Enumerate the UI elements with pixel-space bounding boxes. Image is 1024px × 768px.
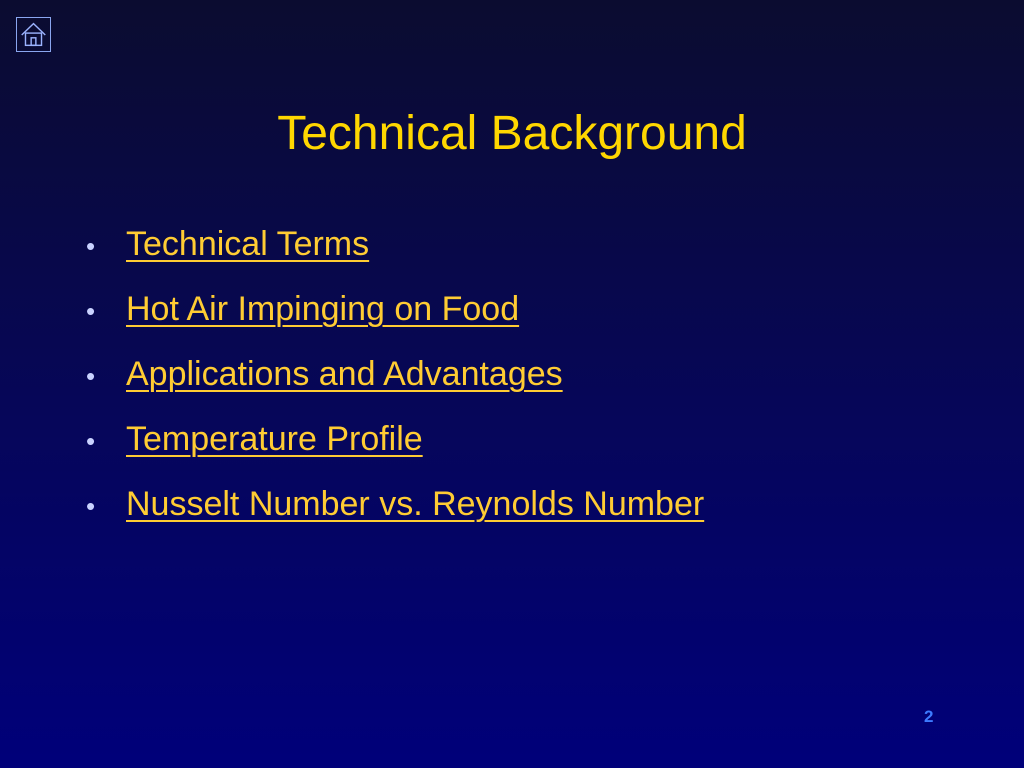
link-hot-air-impinging[interactable]: Hot Air Impinging on Food — [126, 290, 520, 328]
home-icon — [17, 18, 50, 51]
link-technical-terms[interactable]: Technical Terms — [126, 225, 370, 263]
link-temperature-profile[interactable]: Temperature Profile — [126, 420, 423, 458]
list-item — [86, 420, 704, 485]
list-item — [86, 225, 704, 290]
page-number: 2 — [924, 707, 934, 726]
bullet-icon: • — [86, 361, 96, 391]
list-item — [86, 355, 704, 420]
list-item — [86, 485, 704, 550]
bullet-icon: • — [86, 296, 96, 326]
list-item — [86, 290, 704, 355]
link-applications-advantages[interactable]: Applications and Advantages — [126, 355, 563, 393]
slide-title: Technical Background — [277, 107, 747, 160]
home-button[interactable] — [16, 17, 51, 52]
bullet-list — [86, 225, 704, 550]
bullet-icon: • — [86, 491, 96, 521]
bullet-icon: • — [86, 426, 96, 456]
link-nusselt-vs-reynolds[interactable]: Nusselt Number vs. Reynolds Number — [126, 485, 705, 523]
bullet-icon: • — [86, 231, 96, 261]
